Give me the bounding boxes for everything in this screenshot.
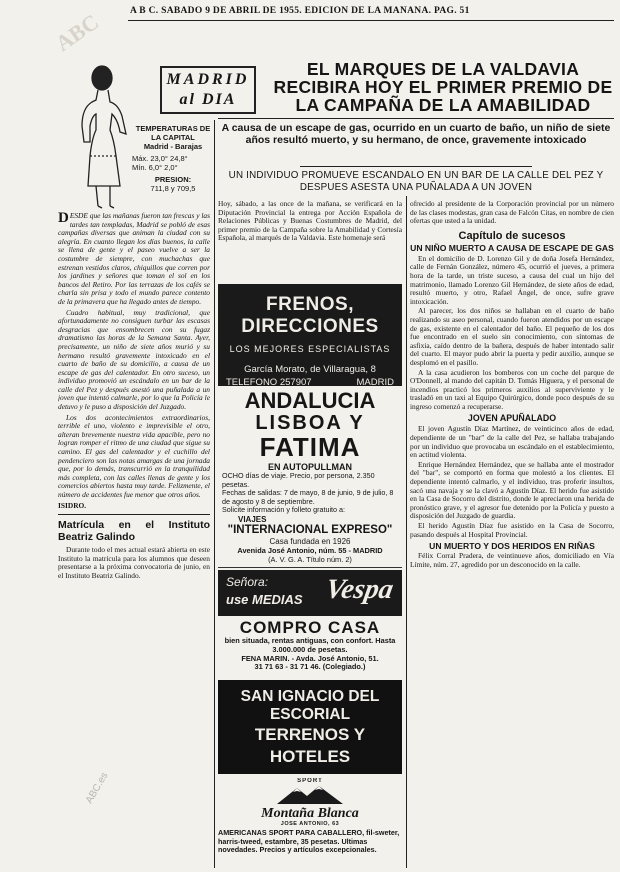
- gas-heading: UN NIÑO MUERTO A CAUSA DE ESCAPE DE GAS: [410, 242, 614, 253]
- left-paragraph-1: ESDE que las mañanas fueron tan frescas y las tardes tan templadas, Madrid se pobló de esas campañas diversas que animan la ciudad con su alegría. En cuanto llegan los días buenos, la calle se llena de gente y el paseo vuelve a ser la costumbre de siempre, con muchachas que estrenan vestidos claros, chiquillos que corren por los jardines y señores que toman el sol en los bancos del Retiro. Por las terrazas de los cafés se charla sin prisa y todo el mundo parece contento de la primavera que ha llegado antes de tiempo.: [58, 212, 210, 306]
- ad-travel-l10: Casa fundada en 1926: [269, 536, 351, 546]
- ad-travel-l1: ANDALUCIA: [244, 388, 376, 413]
- column-rule-left: [214, 120, 215, 868]
- ad-vespa-l2: use MEDIAS: [226, 592, 303, 607]
- institute-paragraph: Durante todo el mes actual estará abierta en este Instituto la matrícula para los alumnos que deseen presentarse a la próxima convocatoria de junio, en el Instituto Beatriz Galindo.: [58, 545, 210, 580]
- ad-frenos-phone: TELEFONO 257907: [226, 377, 312, 386]
- mountain-logo-icon: [275, 784, 345, 806]
- left-paragraph-3: Los dos acontecimientos extraordinarios, terrible el uno, violento e imprevisible el otro, alteran brevemente nuestra vida apacible, pero no logran romper el ritmo de una ciudad que sigue su camino. El gas del calentador y el cuchillo del pendenciero son las notas amargas de una jornada que, por lo demás, transcurrió en la tranquilidad más completa, con las calles llenas de gente y los comercios abiertos hasta muy tarde. Felizmente, el número de accidentes fue menor que otros años.: [58, 412, 210, 499]
- institute-heading: Matrícula en el Instituto Beatriz Galindo: [58, 519, 210, 544]
- sucesos-heading: Capítulo de sucesos: [458, 229, 566, 242]
- ad-escorial: [218, 680, 402, 774]
- ad-montana-l1: AMERICANAS SPORT PARA CABALLERO, fil-sweter, harris-tweed, estambre, 35 pesetas. Ultimas novedades. Precios y artículos excepcionales.: [218, 828, 400, 855]
- ad-travel-l7: Solicite información y folleto gratuito a:: [222, 505, 346, 514]
- ad-vespa-l1: Señora:: [226, 575, 269, 589]
- right-paragraph-7: El herido Agustín Díaz fue asistido en la Casa de Socorro, pasando después al Hospital Provincial.: [410, 521, 614, 539]
- column-logo-line2: al DIA: [179, 91, 237, 108]
- temperatures-box: [132, 124, 214, 193]
- ad-travel-l5: OCHO días de viaje. Precio, por persona, 2.350 pesetas.: [222, 471, 375, 489]
- temperatures-min: Mín. 6,0° 2,0°: [132, 163, 178, 172]
- main-headline: EL MARQUES DE LA VALDAVIA RECIBIRA HOY EL PRIMER PREMIO DE LA CAMPAÑA DE LA AMABILIDAD: [273, 60, 613, 114]
- temperatures-title: TEMPERATURAS DE LA CAPITAL: [135, 124, 211, 142]
- ad-compro-title: COMPRO CASA: [239, 618, 381, 637]
- ad-travel-l11: Avenida José Antonio, núm. 55 - MADRID: [237, 545, 383, 555]
- ad-travel-l9: "INTERNACIONAL EXPRESO": [227, 523, 393, 536]
- right-paragraph-8: Félix Corral Pradera, de veintinueve años, domiciliado en Vía Límite, núm. 27, agredido por un desconocido en la calle.: [410, 551, 614, 569]
- pressure-label: PRESION:: [154, 175, 192, 184]
- watermark-abc-vertical: ABC.es: [84, 770, 111, 806]
- ad-vespa: [218, 570, 402, 616]
- header-rule: [128, 20, 614, 21]
- ad-montana-sport: SPORT: [297, 778, 323, 784]
- ad-frenos-address: García Morato, de Villaragua, 8: [244, 364, 376, 375]
- temperatures-place: Madrid - Barajas: [143, 142, 203, 151]
- middle-paragraph-1: Hoy, sábado, a las once de la mañana, se verificará en la Diputación Provincial la entrega por Acción Española de Relaciones Públicas y Buenas Costumbres de Madrid, del primer premio de la Campaña sobre la Amabilidad y Cortesía Española, al marqués de la Valdavia. Este homenaje será: [218, 200, 402, 243]
- ad-travel-l3: FATIMA: [259, 432, 361, 462]
- running-head: A B C. SABADO 9 DE ABRIL DE 1955. EDICION DE LA MAÑANA. PAG. 51: [130, 6, 470, 16]
- ad-travel-l2: LISBOA Y: [255, 412, 365, 434]
- right-paragraph-6: Enrique Hernández Hernández, que se hallaba ante el mostrador del "bar", se comportó en forma que molestó a los clientes. El dependiente intentó calmarlo, y el individuo, tras proferir insultos, sacó una navaja y se la clavó a Agustín Díaz. El herido fue asistido en la Casa de Socorro del distrito, donde le apreciaron una herida de pronóstico grave, y el agresor fue detenido por la Policía y puesto a disposición del Juzgado de guardia.: [410, 459, 614, 521]
- right-paragraph-1: ofrecido al presidente de la Corporación provincial por un número de las clases modestas, gran casa de Falcón Citas, en nombre de cien ofertas que usted a la unidad.: [410, 200, 614, 226]
- right-paragraph-4: A la casa acudieron los bomberos con un coche del parque de O'Donnell, al mando del capitán D. Tomás Higuera, y el personal de incendios practicó los primeros auxilios al superviviente y le trasladó en un taxi al Equipo Quirúrgico, donde poco después de su ingreso comenzó a recuperarse.: [410, 367, 614, 411]
- ad-frenos-subtitle: LOS MEJORES ESPECIALISTAS: [229, 344, 391, 354]
- ad-frenos-city: MADRID: [356, 377, 394, 386]
- ad-montana-blanca: [218, 778, 402, 870]
- ad-montana-brand: Montaña Blanca: [261, 806, 359, 821]
- ad-compro-casa: [218, 618, 402, 676]
- rinas-heading: UN MUERTO Y DOS HERIDOS EN RIÑAS: [429, 541, 595, 552]
- lede-headline: A causa de un escape de gas, ocurrido en un cuarto de baño, un niño de siete años resultó muerto, y su hermano, de once, gravemente intoxicado: [221, 122, 611, 146]
- right-column: [410, 200, 614, 868]
- ad-travel-l12: (A. V. G. A. Título núm. 2): [268, 554, 352, 564]
- column-rule-mid: [406, 196, 407, 868]
- column-logo-line1: MADRID: [166, 71, 250, 88]
- ad-travel: [218, 388, 402, 568]
- lede-rule: [300, 166, 532, 167]
- right-paragraph-3: Al parecer, los dos niños se hallaban en el cuarto de baño realizando su aseo personal, cuando fueron atendidos por un escape de gas, existente en el calentador del baño. El pequeño de los dos fue encontrado en el suelo sin conocimiento, con síntomas de asfixia, caído dentro de la bañera, después de haber intentado salir del cuarto. El mayor pudo abrir la puerta y pedir auxilio, aunque se desplomó en el pasillo.: [410, 306, 614, 367]
- ad-frenos: [218, 284, 402, 386]
- ad-compro-l3: 31 71 63 - 31 71 46. (Colegiado.): [254, 662, 366, 672]
- ad-compro-l2: FENA MARIN. - Avda. José Antonio, 51.: [241, 653, 379, 663]
- pressure-value: 711,8 y 709,5: [150, 184, 196, 193]
- ad-montana-sub: JOSE ANTONIO, 63: [280, 821, 340, 827]
- ad-frenos-title: FRENOS, DIRECCIONES: [241, 294, 379, 337]
- left-paragraph-2: Cuadro habitual, muy tradicional, que afortunadamente no consiguen turbar las escasas desgracias que ensombrecen con su fugaz dramatismo las horas de la Semana Santa. Ayer, precisamente, un niño de siete años murió y su hermano resultó gravemente intoxicado en el cuarto de baño de su domicilio, a causa de un escape de gas del calentador. En otro suceso, un individuo promovió un escándalo en un bar de la calle del Pez y después asestó una puñalada a un joven que intentó calmarle, por lo que la Policía le detuvo y le puso a disposición del Juzgado.: [58, 307, 210, 412]
- ad-vespa-brand: Vespa: [323, 574, 396, 605]
- apunalado-heading: JOVEN APUÑALADO: [467, 413, 557, 424]
- middle-column: [218, 200, 402, 282]
- left-divider: [58, 514, 210, 515]
- sub-headline: UN INDIVIDUO PROMUEVE ESCANDALO EN UN BAR DE LA CALLE DEL PEZ Y DESPUES ASESTA UNA PUÑALADA A UN JOVEN: [228, 170, 604, 193]
- ad-travel-l8: VIAJES: [238, 514, 267, 524]
- drop-cap: D: [58, 212, 69, 226]
- column-logo: [160, 66, 256, 114]
- watermark-abc-top: ABC: [50, 9, 104, 57]
- right-paragraph-2: En el domicilio de D. Lorenzo Gil y de doña Josefa Hernández, calle de Fernán González, número 45, ocurrió el jueves, a primera hora de la tarde, un triste suceso, a causa del cual un hijo del matrimonio, llamado Lorenzo Gil Hernández, de siete años de edad, resultó muerto, y otro, Rafael Ángel, de once, sufre grave intoxicación.: [410, 253, 614, 306]
- signature: ISIDRO.: [58, 500, 87, 510]
- ad-escorial-l2: TERRENOS Y HOTELES: [254, 725, 366, 766]
- left-column: [58, 212, 210, 866]
- right-paragraph-5: El joven Agustín Díaz Martínez, de veinticinco años de edad, dependiente de un "bar" de la calle del Pez, se hallaba trabajando por un individuo que provocaba un escándalo en el establecimiento, en actitud violenta.: [410, 424, 614, 460]
- temperatures-max: Máx. 23,0° 24,8°: [132, 154, 188, 163]
- ad-travel-l6: Fechas de salidas: 7 de mayo, 8 de junio, 9 de julio, 8 de agosto y 8 de septiembre.: [222, 488, 394, 506]
- ad-escorial-l1: SAN IGNACIO DEL ESCORIAL: [240, 688, 380, 723]
- ad-compro-l1: bien situada, rentas antiguas, con confort. Hasta 3.000.000 de pesetas.: [224, 636, 396, 654]
- ad-travel-l4: EN AUTOPULLMAN: [268, 462, 352, 472]
- headline-rule: [218, 118, 614, 119]
